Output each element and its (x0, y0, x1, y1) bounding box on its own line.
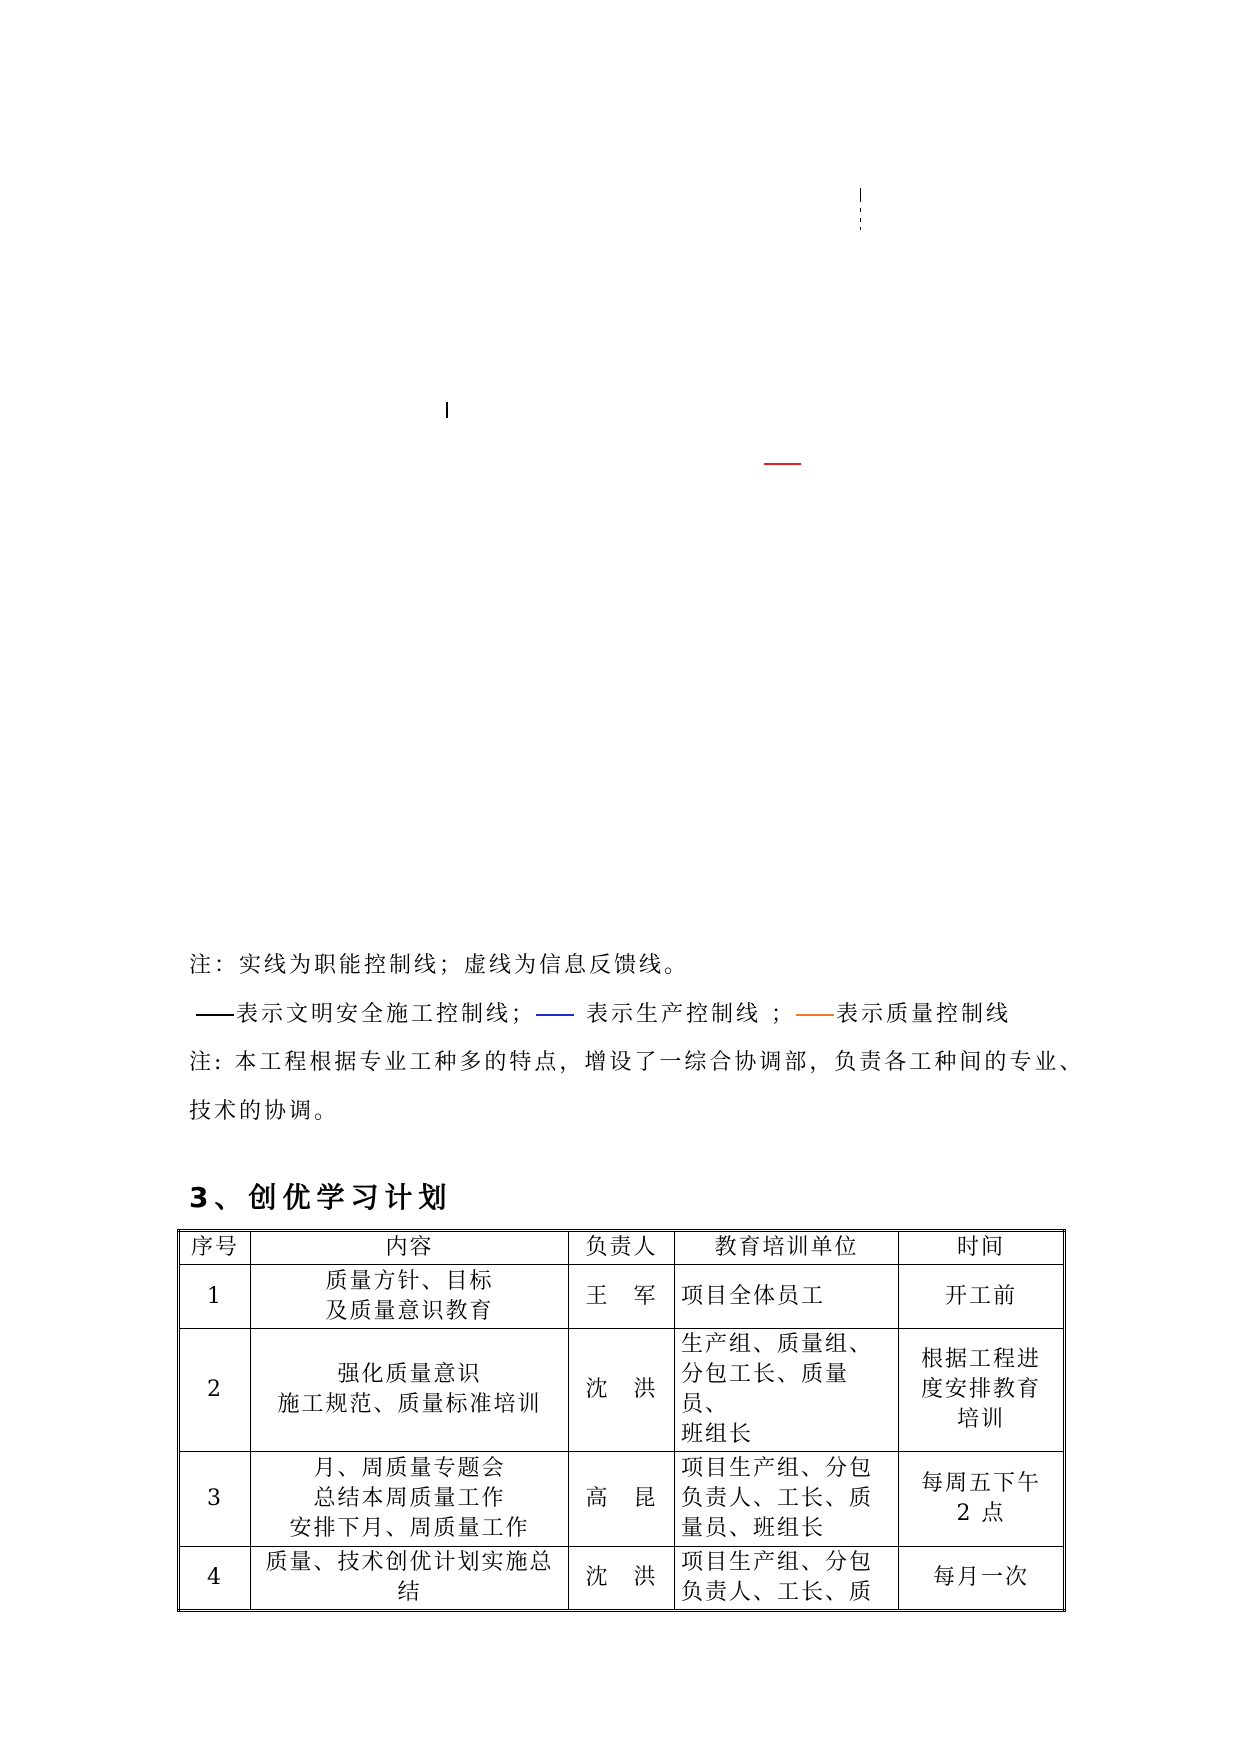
legend-label-production: 表示生产控制线 ； (576, 1002, 797, 1027)
table-row (179, 1547, 1065, 1611)
table-row (179, 1265, 1065, 1329)
diagram-red-line-fragment (764, 463, 801, 465)
cell-person: 沈 洪 (569, 1547, 675, 1611)
cell-time: 每月一次 (899, 1547, 1065, 1611)
cell-content: 质量方针、目标 及质量意识教育 (251, 1265, 569, 1329)
cell-time: 每周五下午 2 点 (899, 1452, 1065, 1547)
cell-person: 沈 洪 (569, 1329, 675, 1452)
legend-line (196, 1004, 1011, 1026)
diagram-dash-fragment (860, 218, 861, 222)
cell-unit: 生产组、质量组、 分包工长、质量员、 班组长 (675, 1329, 899, 1452)
legend-label-quality: 表示质量控制线 (836, 1002, 1012, 1027)
header-no: 序号 (179, 1231, 251, 1265)
blue-line-sample (536, 1014, 574, 1016)
cell-unit: 项目全体员工 (675, 1265, 899, 1329)
cell-content: 月、周质量专题会 总结本周质量工作 安排下月、周质量工作 (251, 1452, 569, 1547)
cell-unit: 项目生产组、分包 负责人、工长、质 量员、班组长 (675, 1452, 899, 1547)
table-header-row (179, 1231, 1065, 1265)
cell-no: 1 (179, 1265, 251, 1329)
header-unit: 教育培训单位 (675, 1231, 899, 1265)
table-row (179, 1452, 1065, 1547)
cell-time: 开工前 (899, 1265, 1065, 1329)
cell-unit: 项目生产组、分包 负责人、工长、质 (675, 1547, 899, 1611)
study-plan-table (177, 1229, 1066, 1612)
cell-content: 质量、技术创优计划实施总 结 (251, 1547, 569, 1611)
cell-no: 4 (179, 1547, 251, 1611)
note-line-3: 注: 本工程根据专业工种多的特点，增设了一综合协调部，负责各工种间的专业、 (189, 1050, 1085, 1075)
cell-person: 王 军 (569, 1265, 675, 1329)
section-heading: 3、创优学习计划 (189, 1181, 453, 1214)
legend-label-safety: 表示文明安全施工控制线； (236, 1002, 537, 1027)
header-person: 负责人 (569, 1231, 675, 1265)
cell-no: 3 (179, 1452, 251, 1547)
note-line-4: 技术的协调。 (189, 1099, 340, 1124)
diagram-dash-fragment (860, 227, 861, 230)
note-line-1: 注：实线为职能控制线；虚线为信息反馈线。 (189, 953, 690, 978)
orange-line-sample (796, 1014, 834, 1016)
header-time: 时间 (899, 1231, 1065, 1265)
cell-time: 根据工程进 度安排教育 培训 (899, 1329, 1065, 1452)
cell-content: 强化质量意识 施工规范、质量标准培训 (251, 1329, 569, 1452)
cell-person: 高 昆 (569, 1452, 675, 1547)
cell-no: 2 (179, 1329, 251, 1452)
diagram-line-fragment (860, 188, 861, 202)
diagram-dash-fragment (860, 208, 861, 212)
table-row (179, 1329, 1065, 1452)
header-content: 内容 (251, 1231, 569, 1265)
black-line-sample (196, 1014, 234, 1016)
diagram-line-fragment (446, 402, 448, 418)
